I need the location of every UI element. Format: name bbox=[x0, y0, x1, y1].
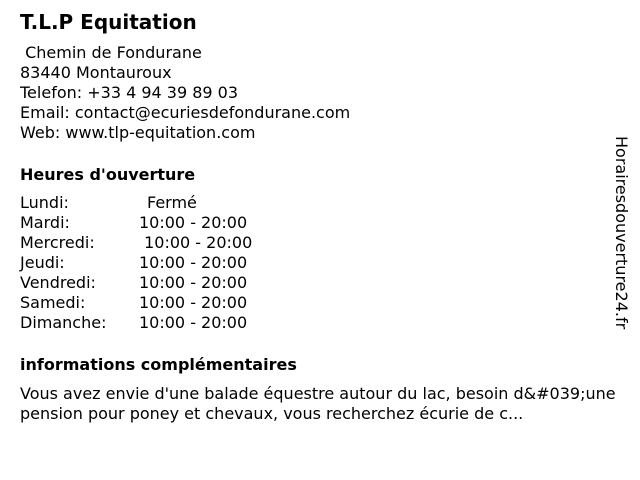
time-value: 10:00 - 20:00 bbox=[139, 253, 248, 272]
address-street: Chemin de Fondurane bbox=[20, 43, 202, 62]
time-value: 10:00 - 20:00 bbox=[139, 313, 248, 332]
time-value: 10:00 - 20:00 bbox=[139, 273, 248, 292]
business-name: T.L.P Equitation bbox=[20, 10, 197, 34]
day-label: Vendredi: bbox=[20, 273, 96, 292]
time-value: 10:00 - 20:00 bbox=[139, 233, 253, 252]
web-line: Web: www.tlp-equitation.com bbox=[20, 123, 256, 142]
address-city: 83440 Montauroux bbox=[20, 63, 172, 82]
day-label: Dimanche: bbox=[20, 313, 107, 332]
phone-line: Telefon: +33 4 94 39 89 03 bbox=[20, 83, 239, 102]
day-label: Jeudi: bbox=[20, 253, 65, 272]
time-value: 10:00 - 20:00 bbox=[139, 213, 248, 232]
day-label: Samedi: bbox=[20, 293, 86, 312]
info-text: Vous avez envie d'une balade équestre autour du lac, besoin d&#039;une pension pour poney et chevaux, vous recherchez écurie de c... bbox=[20, 384, 616, 423]
email-line: Email: contact@ecuriesdefondurane.com bbox=[20, 103, 351, 122]
info-heading: informations complémentaires bbox=[20, 355, 297, 374]
contact-block bbox=[20, 43, 350, 143]
site-watermark: Horairesdouverture24.fr bbox=[612, 136, 631, 330]
hours-heading: Heures d'ouverture bbox=[20, 165, 196, 184]
time-value: Fermé bbox=[147, 193, 197, 212]
time-value: 10:00 - 20:00 bbox=[139, 293, 248, 312]
day-label: Mercredi: bbox=[20, 233, 95, 252]
day-label: Mardi: bbox=[20, 213, 70, 232]
day-label: Lundi: bbox=[20, 193, 69, 212]
